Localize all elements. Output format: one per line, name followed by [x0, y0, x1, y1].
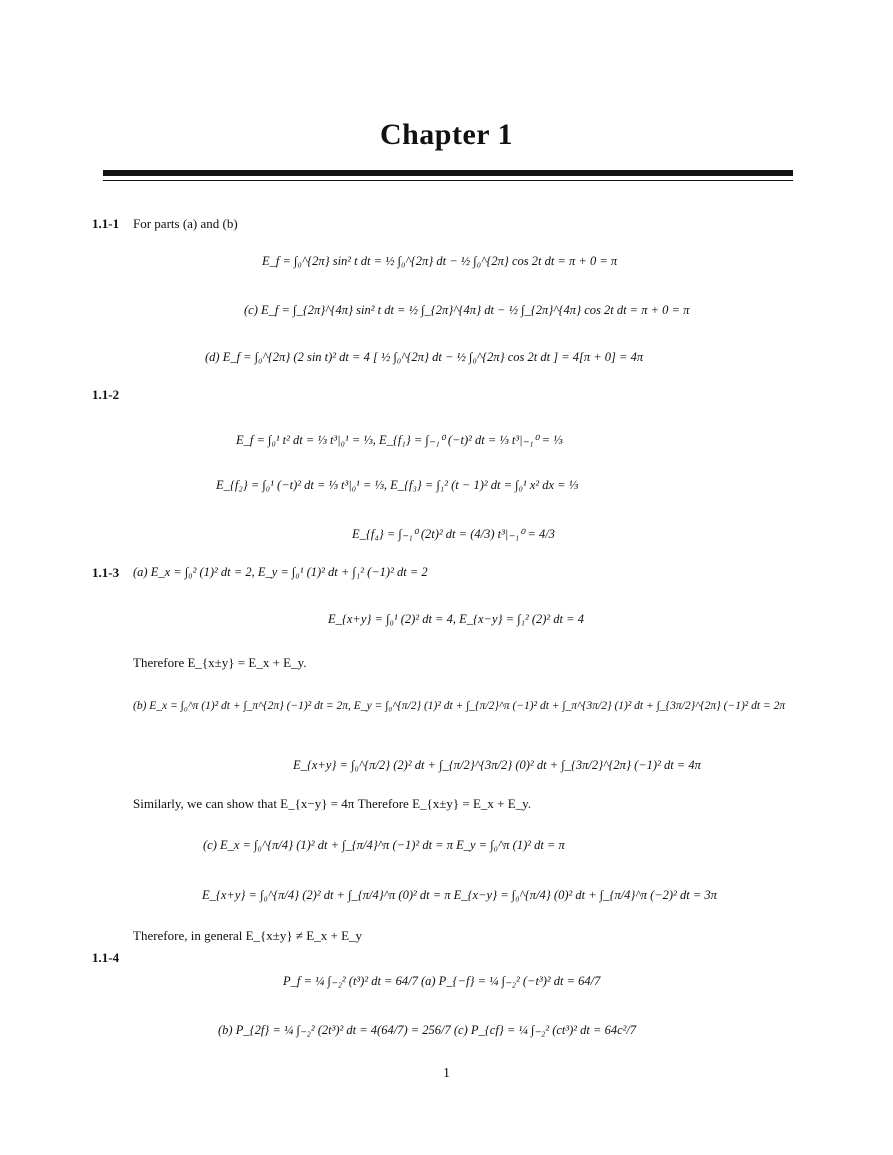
problem-label-1-1-3: 1.1-3	[92, 565, 120, 580]
equation-1-1-3-b: (b) E_x = ∫₀^π (1)² dt + ∫_π^{2π} (−1)² dt = 2π, E_y = ∫₀^{π/2} (1)² dt + ∫_{π/2}^π (−1)² dt + ∫_π^{3π/2} (1)² dt + ∫_{3π/2}^{2π} (−1)² dt = 2π	[133, 700, 786, 712]
title-rule-thin	[103, 180, 793, 181]
equation-1-1-4-row2: (b) P_{2f} = ¼ ∫₋₂² (2t³)² dt = 4(64/7) = 256/7 (c) P_{cf} = ¼ ∫₋₂² (ct³)² dt = 64c²/7	[218, 1023, 637, 1037]
equation-1-1-1-d: (d) E_f = ∫₀^{2π} (2 sin t)² dt = 4 [ ½ ∫₀^{2π} dt − ½ ∫₀^{2π} cos 2t dt ] = 4[π + 0] = 4π	[205, 350, 644, 364]
equation-1-1-3-c: (c) E_x = ∫₀^{π/4} (1)² dt + ∫_{π/4}^π (−1)² dt = π E_y = ∫₀^π (1)² dt = π	[203, 838, 565, 852]
chapter-title: Chapter 1	[379, 118, 514, 151]
equation-1-1-3-c-sum: E_{x+y} = ∫₀^{π/4} (2)² dt + ∫_{π/4}^π (0)² dt = π E_{x−y} = ∫₀^{π/4} (0)² dt + ∫_{π/4}^π (−2)² dt = 3π	[202, 888, 717, 902]
equation-1-1-3-b-sum: E_{x+y} = ∫₀^{π/2} (2)² dt + ∫_{π/2}^{3π/2} (0)² dt + ∫_{3π/2}^{2π} (−1)² dt = 4π	[293, 758, 701, 772]
title-rule-thick	[103, 170, 793, 176]
equation-1-1-4-row1: P_f = ¼ ∫₋₂² (t³)² dt = 64/7 (a) P_{−f} = ¼ ∫₋₂² (−t³)² dt = 64/7	[283, 974, 601, 988]
equation-1-1-2-row1: E_f = ∫₀¹ t² dt = ⅓ t³|₀¹ = ⅓, E_{f₁} = ∫₋₁⁰ (−t)² dt = ⅓ t³|₋₁⁰ = ⅓	[236, 433, 563, 447]
problem-label-1-1-2: 1.1-2	[92, 387, 120, 402]
equation-1-1-1-c: (c) E_f = ∫_{2π}^{4π} sin² t dt = ½ ∫_{2π}^{4π} dt − ½ ∫_{2π}^{4π} cos 2t dt = π + 0 = π	[244, 303, 690, 317]
problem-label-1-1-4: 1.1-4	[92, 950, 120, 965]
problem-label-1-1-1: 1.1-1	[92, 216, 120, 231]
text-1-1-3-therefore-a: Therefore E_{x±y} = E_x + E_y.	[133, 655, 307, 670]
equation-1-1-2-row2: E_{f₂} = ∫₀¹ (−t)² dt = ⅓ t³|₀¹ = ⅓, E_{f₃} = ∫₁² (t − 1)² dt = ∫₀¹ x² dx = ⅓	[216, 478, 579, 492]
equation-1-1-3-a: (a) E_x = ∫₀² (1)² dt = 2, E_y = ∫₀¹ (1)² dt + ∫₁² (−1)² dt = 2	[133, 565, 428, 579]
text-1-1-3-therefore-c: Therefore, in general E_{x±y} ≠ E_x + E_y	[133, 928, 363, 943]
equation-1-1-2-row3: E_{f₄} = ∫₋₁⁰ (2t)² dt = (4/3) t³|₋₁⁰ = 4/3	[352, 527, 555, 541]
equation-1-1-3-a-sum: E_{x+y} = ∫₀¹ (2)² dt = 4, E_{x−y} = ∫₁² (2)² dt = 4	[328, 612, 584, 626]
text-1-1-3-similarly: Similarly, we can show that E_{x−y} = 4π Therefore E_{x±y} = E_x + E_y.	[133, 796, 532, 811]
equation-1-1-1-ab: E_f = ∫₀^{2π} sin² t dt = ½ ∫₀^{2π} dt − ½ ∫₀^{2π} cos 2t dt = π + 0 = π	[262, 254, 618, 268]
problem-intro-1-1-1: For parts (a) and (b)	[133, 216, 238, 231]
page-number: 1	[443, 1066, 450, 1081]
